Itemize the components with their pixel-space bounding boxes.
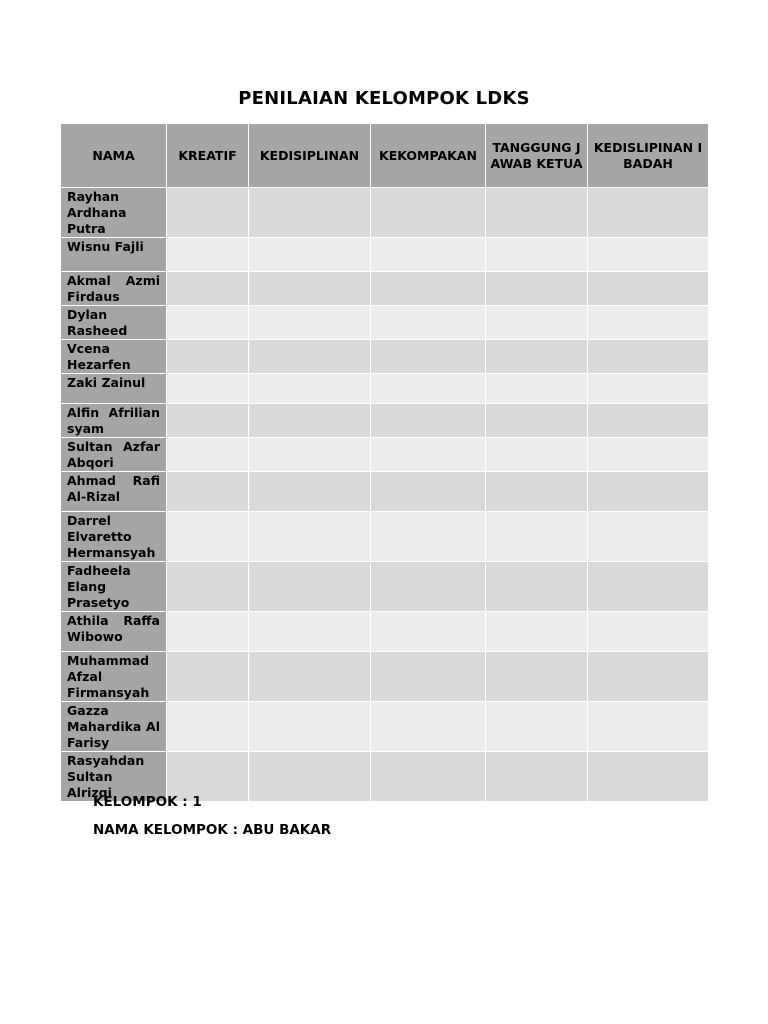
score-cell-kekompakan[interactable] — [371, 512, 486, 562]
score-cell-kedisiplinan[interactable] — [249, 562, 371, 612]
score-cell-kedisiplinan-ibadah[interactable] — [588, 238, 709, 272]
student-name-cell: Dylan Rasheed — [61, 306, 167, 340]
score-cell-tanggung-jawab-ketua[interactable] — [486, 472, 588, 512]
student-name-cell: Alfin Afrilian syam — [61, 404, 167, 438]
table-row — [61, 188, 709, 238]
score-cell-tanggung-jawab-ketua[interactable] — [486, 238, 588, 272]
table-row — [61, 652, 709, 702]
score-cell-kedisiplinan-ibadah[interactable] — [588, 404, 709, 438]
score-cell-kreatif[interactable] — [167, 438, 249, 472]
score-cell-kedisiplinan-ibadah[interactable] — [588, 272, 709, 306]
score-cell-kedisiplinan[interactable] — [249, 512, 371, 562]
score-cell-kreatif[interactable] — [167, 652, 249, 702]
score-cell-tanggung-jawab-ketua[interactable] — [486, 438, 588, 472]
table-row — [61, 238, 709, 272]
column-header-nama: NAMA — [61, 124, 167, 188]
group-name: NAMA KELOMPOK : ABU BAKAR — [93, 822, 332, 838]
score-cell-kedisiplinan[interactable] — [249, 404, 371, 438]
table-row — [61, 512, 709, 562]
score-cell-kedisiplinan-ibadah[interactable] — [588, 374, 709, 404]
student-name-cell: Wisnu Fajli — [61, 238, 167, 272]
score-cell-tanggung-jawab-ketua[interactable] — [486, 374, 588, 404]
column-header-tanggung-jawab-ketua: TANGGUNG JAWAB KETUA — [486, 124, 588, 188]
student-name-cell: Akmal Azmi Firdaus — [61, 272, 167, 306]
table-row — [61, 272, 709, 306]
score-cell-kreatif[interactable] — [167, 512, 249, 562]
score-cell-kekompakan[interactable] — [371, 238, 486, 272]
score-cell-kedisiplinan-ibadah[interactable] — [588, 472, 709, 512]
score-cell-kedisiplinan-ibadah[interactable] — [588, 438, 709, 472]
score-cell-kekompakan[interactable] — [371, 340, 486, 374]
score-cell-kedisiplinan-ibadah[interactable] — [588, 652, 709, 702]
score-cell-kreatif[interactable] — [167, 374, 249, 404]
column-header-kekompakan: KEKOMPAKAN — [371, 124, 486, 188]
student-name-cell: Gazza Mahardika Al Farisy — [61, 702, 167, 752]
column-header-kedisiplinan: KEDISIPLINAN — [249, 124, 371, 188]
score-cell-tanggung-jawab-ketua[interactable] — [486, 340, 588, 374]
score-cell-kekompakan[interactable] — [371, 374, 486, 404]
student-name-cell: Muhammad Afzal Firmansyah — [61, 652, 167, 702]
score-cell-kedisiplinan[interactable] — [249, 752, 371, 802]
table-row — [61, 340, 709, 374]
score-cell-tanggung-jawab-ketua[interactable] — [486, 702, 588, 752]
score-cell-tanggung-jawab-ketua[interactable] — [486, 272, 588, 306]
score-cell-kreatif[interactable] — [167, 306, 249, 340]
score-cell-kedisiplinan[interactable] — [249, 238, 371, 272]
score-cell-kekompakan[interactable] — [371, 472, 486, 512]
score-cell-kekompakan[interactable] — [371, 612, 486, 652]
score-cell-kekompakan[interactable] — [371, 652, 486, 702]
score-cell-kreatif[interactable] — [167, 340, 249, 374]
score-cell-kedisiplinan[interactable] — [249, 340, 371, 374]
table-row — [61, 702, 709, 752]
column-header-kreatif: KREATIF — [167, 124, 249, 188]
score-cell-kekompakan[interactable] — [371, 188, 486, 238]
score-cell-kedisiplinan[interactable] — [249, 438, 371, 472]
table-row — [61, 306, 709, 340]
student-name-cell: Zaki Zainul — [61, 374, 167, 404]
score-cell-kreatif[interactable] — [167, 472, 249, 512]
score-cell-tanggung-jawab-ketua[interactable] — [486, 652, 588, 702]
score-cell-tanggung-jawab-ketua[interactable] — [486, 612, 588, 652]
score-cell-kekompakan[interactable] — [371, 306, 486, 340]
score-cell-kekompakan[interactable] — [371, 404, 486, 438]
score-cell-kedisiplinan-ibadah[interactable] — [588, 562, 709, 612]
score-cell-kedisiplinan-ibadah[interactable] — [588, 512, 709, 562]
score-cell-kedisiplinan[interactable] — [249, 188, 371, 238]
score-cell-kedisiplinan-ibadah[interactable] — [588, 702, 709, 752]
score-cell-tanggung-jawab-ketua[interactable] — [486, 404, 588, 438]
table-row — [61, 562, 709, 612]
student-name-cell: Vcena Hezarfen — [61, 340, 167, 374]
score-cell-kedisiplinan-ibadah[interactable] — [588, 340, 709, 374]
score-cell-kreatif[interactable] — [167, 702, 249, 752]
student-name-cell: Sultan Azfar Abqori — [61, 438, 167, 472]
score-cell-kedisiplinan[interactable] — [249, 272, 371, 306]
group-number: KELOMPOK : 1 — [93, 794, 202, 810]
score-cell-kekompakan[interactable] — [371, 702, 486, 752]
score-cell-tanggung-jawab-ketua[interactable] — [486, 306, 588, 340]
page-title: PENILAIAN KELOMPOK LDKS — [238, 88, 530, 109]
score-cell-kedisiplinan[interactable] — [249, 306, 371, 340]
score-cell-kreatif[interactable] — [167, 404, 249, 438]
table-row — [61, 612, 709, 652]
score-cell-kedisiplinan[interactable] — [249, 472, 371, 512]
table-header-row — [61, 124, 709, 188]
score-cell-kedisiplinan[interactable] — [249, 374, 371, 404]
score-cell-kedisiplinan[interactable] — [249, 702, 371, 752]
score-cell-kedisiplinan-ibadah[interactable] — [588, 612, 709, 652]
score-cell-tanggung-jawab-ketua[interactable] — [486, 562, 588, 612]
student-name-cell: Rayhan Ardhana Putra — [61, 188, 167, 238]
student-name-cell: Athila Raffa Wibowo — [61, 612, 167, 652]
student-name-cell: Ahmad Rafi Al-Rizal — [61, 472, 167, 512]
score-cell-kekompakan[interactable] — [371, 272, 486, 306]
table-row — [61, 438, 709, 472]
assessment-table — [60, 123, 709, 802]
score-cell-kekompakan[interactable] — [371, 562, 486, 612]
score-cell-kekompakan[interactable] — [371, 438, 486, 472]
score-cell-kreatif[interactable] — [167, 188, 249, 238]
table-row — [61, 404, 709, 438]
score-cell-kreatif[interactable] — [167, 272, 249, 306]
score-cell-kedisiplinan-ibadah[interactable] — [588, 188, 709, 238]
student-name-cell: Rasyahdan Sultan Alrizqi — [61, 752, 167, 802]
score-cell-kedisiplinan-ibadah[interactable] — [588, 306, 709, 340]
score-cell-tanggung-jawab-ketua[interactable] — [486, 512, 588, 562]
column-header-kedisiplinan-ibadah: KEDISLIPINAN IBADAH — [588, 124, 709, 188]
score-cell-tanggung-jawab-ketua[interactable] — [486, 752, 588, 802]
table-row — [61, 374, 709, 404]
score-cell-kreatif[interactable] — [167, 562, 249, 612]
table-row — [61, 472, 709, 512]
table-body — [61, 188, 709, 802]
student-name-cell: Darrel Elvaretto Hermansyah — [61, 512, 167, 562]
score-cell-kekompakan[interactable] — [371, 752, 486, 802]
score-cell-kedisiplinan[interactable] — [249, 612, 371, 652]
score-cell-tanggung-jawab-ketua[interactable] — [486, 188, 588, 238]
score-cell-kreatif[interactable] — [167, 238, 249, 272]
score-cell-kedisiplinan-ibadah[interactable] — [588, 752, 709, 802]
score-cell-kreatif[interactable] — [167, 612, 249, 652]
score-cell-kedisiplinan[interactable] — [249, 652, 371, 702]
student-name-cell: Fadheela Elang Prasetyo — [61, 562, 167, 612]
